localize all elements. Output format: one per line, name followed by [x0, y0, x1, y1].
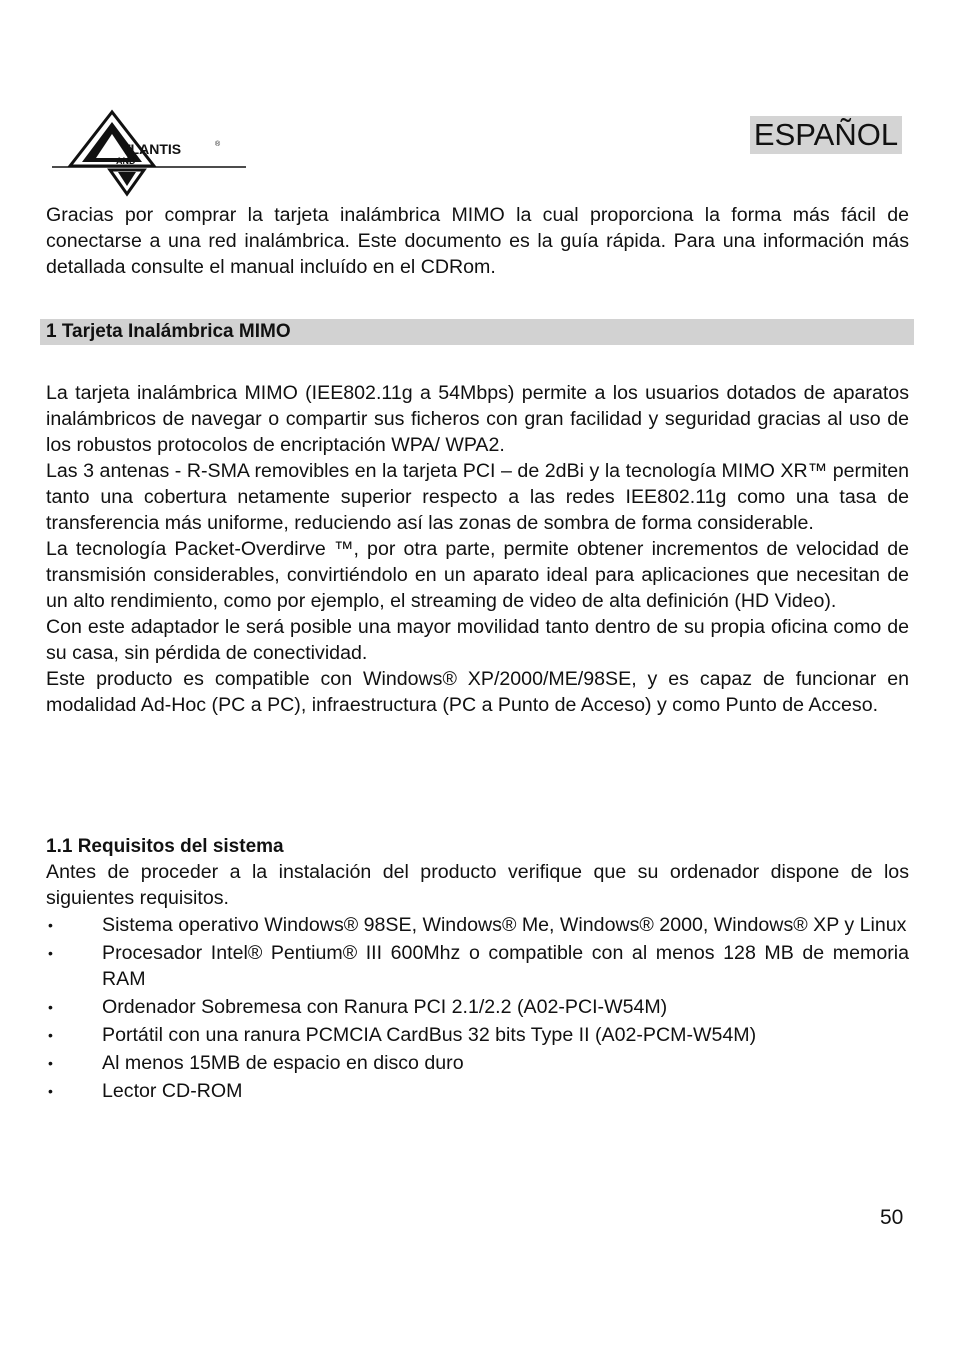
bullet-icon: •	[48, 945, 53, 961]
bullet-icon: •	[48, 917, 53, 933]
bullet-icon: •	[48, 1083, 53, 1099]
page-number: 50	[880, 1206, 904, 1229]
bullet-icon: •	[48, 1027, 53, 1043]
requirements-intro: Antes de proceder a la instalación del producto verifique que su ordenador dispone de los siguientes requisitos.	[46, 861, 909, 909]
bullet-icon: •	[48, 999, 53, 1015]
list-item: • Portátil con una ranura PCMCIA CardBus 32 bits Type II (A02-PCM-W54M)	[48, 1024, 757, 1046]
svg-text:®: ®	[215, 141, 221, 148]
list-item: • Al menos 15MB de espacio en disco duro	[48, 1052, 464, 1074]
list-item: • Sistema operativo Windows® 98SE, Windows® Me, Windows® 2000, Windows® XP y Linux	[48, 914, 907, 936]
section-title: 1 Tarjeta Inalámbrica MIMO	[46, 321, 291, 342]
paragraph: Las 3 antenas - R-SMA removibles en la tarjeta PCI – de 2dBi y la tecnología MIMO XR™ permiten tanto una cobertura netamente superior respecto a las redes IEE802.11g como una tasa de transferencia más uniforme, reduciendo así las zonas de sombra de forma considerable.	[46, 460, 909, 534]
paragraph: Este producto es compatible con Windows® XP/2000/ME/98SE, y es capaz de funcionar en modalidad Ad-Hoc (PC a PC), infraestructura (PC a Punto de Acceso) y como Punto de Acceso.	[46, 668, 909, 716]
svg-text:AND: AND	[116, 156, 136, 166]
svg-text:TLANTIS: TLANTIS	[122, 141, 182, 157]
paragraph: Con este adaptador le será posible una mayor movilidad tanto dentro de su propia oficina como de su casa, sin pérdida de conectividad.	[46, 616, 909, 664]
list-item: • Ordenador Sobremesa con Ranura PCI 2.1/2.2 (A02-PCI-W54M)	[48, 996, 668, 1018]
bullet-icon: •	[48, 1055, 53, 1071]
section-body	[46, 380, 909, 718]
atlantis-logo	[50, 108, 250, 200]
paragraph: La tecnología Packet-Overdirve ™, por otra parte, permite obtener incrementos de velocidad de transmisión considerables, convirtiéndolo en un aparato ideal para aplicaciones que necesitan de un alto rendimiento, como por ejemplo, el streaming de video de alta definición (HD Video).	[46, 538, 909, 612]
intro-paragraph: Gracias por comprar la tarjeta inalámbrica MIMO la cual proporciona la forma más fácil de conectarse a una red inalámbrica. Este documento es la guía rápida. Para una información más detallada consulte el manual incluído en el CDRom.	[46, 204, 909, 278]
list-item: • Procesador Intel® Pentium® III 600Mhz o compatible con al menos 128 MB de memoria RAM	[48, 942, 909, 990]
language-label: ESPAÑOL	[750, 116, 902, 154]
requirements-list	[46, 912, 909, 1106]
paragraph: La tarjeta inalámbrica MIMO (IEE802.11g a 54Mbps) permite a los usuarios dotados de aparatos inalámbricos de navegar o compartir sus ficheros con gran facilidad y seguridad gracias al uso de los robustos protocolos de encriptación WPA/ WPA2.	[46, 382, 909, 456]
subsection-title: 1.1 Requisitos del sistema	[46, 836, 284, 857]
atlantis-logo-icon	[50, 108, 250, 200]
list-item: • Lector CD-ROM	[48, 1080, 243, 1102]
